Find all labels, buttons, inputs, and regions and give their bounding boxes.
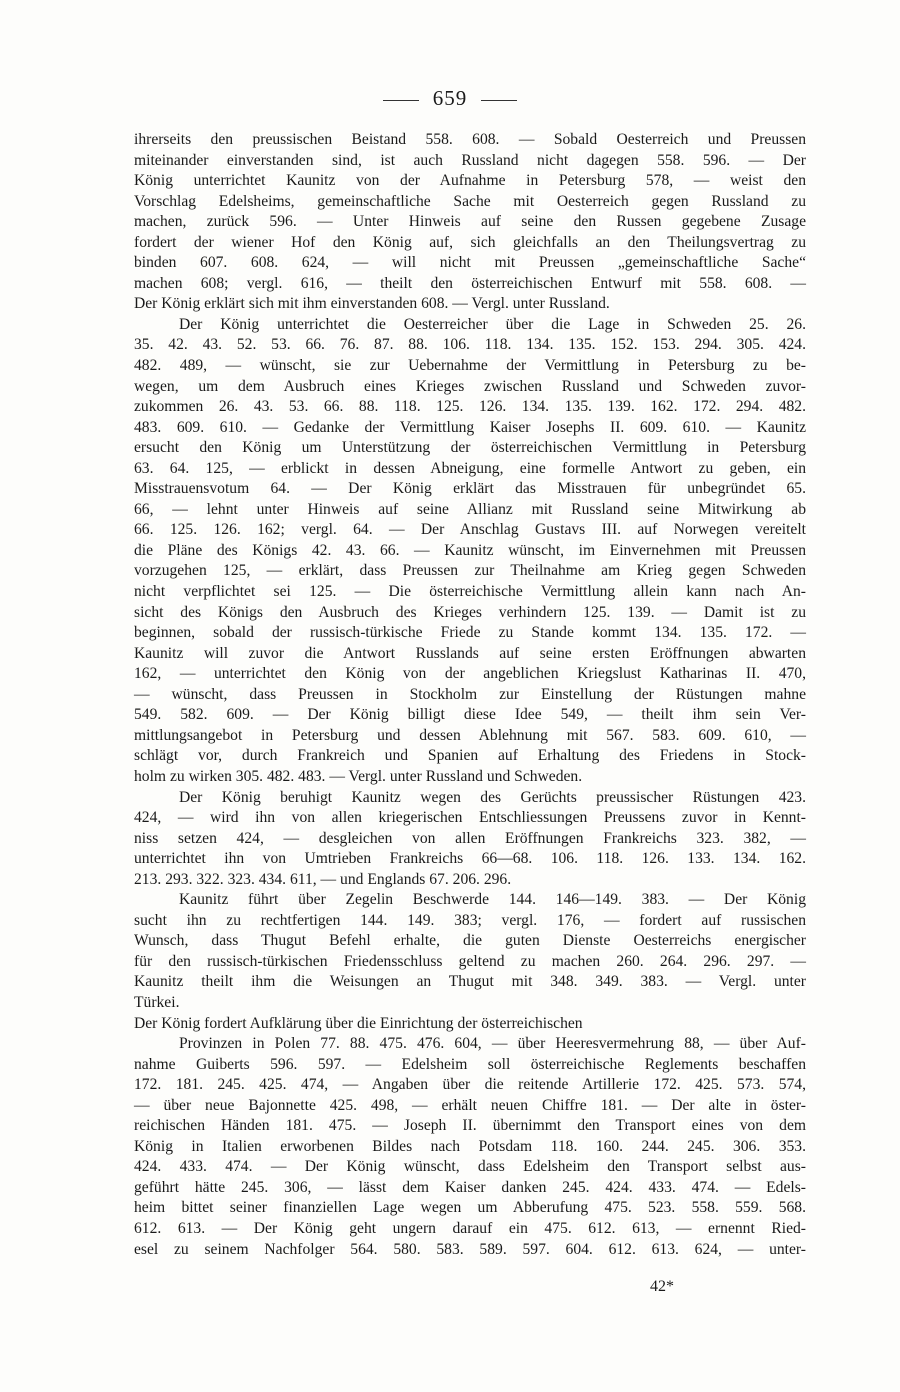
- text-line: 213. 293. 322. 323. 434. 611, — und Englands 67. 206. 296.: [134, 870, 512, 888]
- text-line: miteinander einverstanden sind, ist auch Russland nicht dagegen 558. 596. — Der: [134, 151, 806, 169]
- text-line: 424. 433. 474. — Der König wünscht, dass Edelsheim den Transport selbst aus-: [134, 1158, 806, 1176]
- text-line: Vorschlag Edelsheims, gemeinschaftliche Sache mit Oesterreich gegen Russland zu: [134, 192, 806, 210]
- text-line: nicht verpflichtet sei 125. — Die österreichische Vermittlung allein kann nach An-: [134, 583, 806, 601]
- text-line: Türkei.: [134, 993, 180, 1011]
- text-line: ihrerseits den preussischen Beistand 558. 608. — Sobald Oesterreich und Preussen: [134, 131, 806, 148]
- text-line: Der König erklärt sich mit ihm einverstanden 608. — Vergl. unter Russland.: [134, 295, 610, 313]
- text-line: 549. 582. 609. — Der König billigt diese Idee 549, — theilt ihm sein Ver-: [134, 706, 806, 724]
- text-line: Provinzen in Polen 77. 88. 475. 476. 604, — über Heeresvermehrung 88, — über Auf-: [179, 1035, 806, 1053]
- text-line: Wunsch, dass Thugut Befehl erhalte, die guten Dienste Oesterreichs energischer: [134, 932, 806, 950]
- text-line: — wünscht, dass Preussen in Stockholm zur Einstellung der Rüstungen mahne: [134, 685, 806, 703]
- text-line: König unterrichtet Kaunitz von der Aufnahme in Petersburg 578, — weist den: [134, 172, 806, 190]
- text-line: 66, — lehnt unter Hinweis auf seine Allianz mit Russland seine Mitwirkung ab: [134, 500, 806, 518]
- text-line: ersucht den König um Unterstützung der österreichischen Vermittlung in Petersburg: [134, 439, 806, 457]
- text-line: wegen, um dem Ausbruch eines Krieges zwischen Russland und Schweden zuvor-: [134, 377, 806, 395]
- text-line: schlägt vor, durch Frankreich und Spanien auf Erhaltung des Friedens in Stock-: [134, 747, 806, 765]
- text-line: fordert der wiener Hof den König auf, sich gleichfalls an den Theilungsvertrag zu: [134, 233, 806, 251]
- text-line: mittlungsangebot in Petersburg und dessen Ablehnung mit 567. 583. 609. 610, —: [134, 726, 806, 744]
- text-line: 35. 42. 43. 52. 53. 66. 76. 87. 88. 106. 118. 134. 135. 152. 153. 294. 305. 424.: [134, 336, 806, 354]
- text-line: Misstrauensvotum 64. — Der König erklärt das Misstrauen für unbegründet 65.: [134, 480, 806, 498]
- text-line: 172. 181. 245. 425. 474, — Angaben über die reitende Artillerie 172. 425. 573. 574,: [134, 1076, 806, 1094]
- text-line: Der König beruhigt Kaunitz wegen des Gerüchts preussischer Rüstungen 423.: [179, 788, 806, 806]
- text-line: machen 608; vergl. 616, — theilt den österreichischen Entwurf mit 558. 608. —: [134, 274, 806, 292]
- text-line: reichischen Händen 181. 475. — Joseph II. übernimmt den Transport eines von dem: [134, 1117, 806, 1135]
- text-line: Der König fordert Aufklärung über die Einrichtung der österreichischen: [134, 1014, 583, 1032]
- text-line: machen, zurück 596. — Unter Hinweis auf seine den Russen gegebene Zusage: [134, 213, 806, 231]
- text-line: unterrichtet ihn von Umtrieben Frankreichs 66—68. 106. 118. 126. 133. 134. 162.: [134, 850, 806, 868]
- text-line: 612. 613. — Der König geht ungern darauf ein 475. 612. 613, — ernennt Ried-: [134, 1219, 806, 1237]
- text-line: Kaunitz will zuvor die Antwort Russlands auf seine ersten Eröffnungen abwarten: [134, 644, 806, 662]
- header-rule-left: [383, 100, 419, 101]
- text-line: geführt hätte 245. 306, — lässt dem Kaiser danken 245. 424. 433. 474. — Edels-: [134, 1178, 806, 1196]
- text-line: die Pläne des Königs 42. 43. 66. — Kaunitz wünscht, im Einvernehmen mit Preussen: [134, 541, 806, 559]
- text-line: niss setzen 424, — desgleichen von allen Eröffnungen Frankreichs 323. 382, —: [134, 829, 806, 847]
- text-line: Kaunitz führt über Zegelin Beschwerde 144. 146—149. 383. — Der König: [179, 891, 806, 909]
- text-line: Kaunitz theilt ihm die Weisungen an Thugut mit 348. 349. 383. — Vergl. unter: [134, 973, 806, 991]
- text-line: vorzugehen 125, — erklärt, dass Preussen zur Theilnahme am Krieg gegen Schweden: [134, 562, 806, 580]
- text-line: 424, — wird ihn von allen kriegerischen Entschliessungen Preussens zuvor in Kennt-: [134, 809, 806, 827]
- text-line: sicht des Königs den Ausbruch des Krieges verhindern 125. 139. — Damit ist zu: [134, 603, 806, 621]
- text-line: esel zu seinem Nachfolger 564. 580. 583. 589. 597. 604. 612. 613. 624, — unter-: [134, 1240, 806, 1258]
- page-number: 659: [432, 86, 468, 110]
- text-line: beginnen, sobald der russisch-türkische Friede zu Stande kommt 134. 135. 172. —: [134, 624, 806, 642]
- header-rule-right: [481, 100, 517, 101]
- text-line: 482. 489, — wünscht, sie zur Uebernahme der Vermittlung in Petersburg zu be-: [134, 357, 806, 375]
- text-line: heim bittet seiner finanziellen Lage wegen um Abberufung 475. 523. 558. 559. 568.: [134, 1199, 806, 1217]
- text-line: — über neue Bajonnette 425. 498, — erhält neuen Chiffre 181. — Der alte in öster-: [134, 1096, 806, 1114]
- text-line: holm zu wirken 305. 482. 483. — Vergl. unter Russland und Schweden.: [134, 767, 583, 785]
- text-line: für den russisch-türkischen Friedensschluss geltend zu machen 260. 264. 296. 297. —: [134, 952, 806, 970]
- text-line: 63. 64. 125, — erblickt in dessen Abneigung, eine formelle Antwort zu geben, ein: [134, 459, 806, 477]
- page-header: [0, 86, 900, 111]
- index-text-block: [134, 130, 806, 1260]
- text-line: 66. 125. 126. 162; vergl. 64. — Der Anschlag Gustavs III. auf Norwegen vereitelt: [134, 521, 806, 539]
- text-line: 483. 609. 610. — Gedanke der Vermittlung Kaiser Josephs II. 609. 610. — Kaunitz: [134, 418, 806, 436]
- text-line: zukommen 26. 43. 53. 66. 88. 118. 125. 126. 134. 135. 139. 162. 172. 294. 482.: [134, 398, 806, 416]
- text-line: Der König unterrichtet die Oesterreicher über die Lage in Schweden 25. 26.: [179, 315, 806, 333]
- text-line: König in Italien erworbenen Bildes nach Potsdam 118. 160. 244. 245. 306. 353.: [134, 1137, 806, 1155]
- sheet-signature: 42*: [650, 1278, 674, 1295]
- text-line: 162, — unterrichtet den König von der angeblichen Kriegslust Katharinas II. 470,: [134, 665, 806, 683]
- text-line: sucht ihn zu rechtfertigen 144. 149. 383; vergl. 176, — fordert auf russischen: [134, 911, 806, 929]
- text-line: binden 607. 608. 624, — will nicht mit Preussen „gemeinschaftliche Sache“: [134, 254, 806, 272]
- text-line: nahme Guiberts 596. 597. — Edelsheim soll österreichische Reglements beschaffen: [134, 1055, 806, 1073]
